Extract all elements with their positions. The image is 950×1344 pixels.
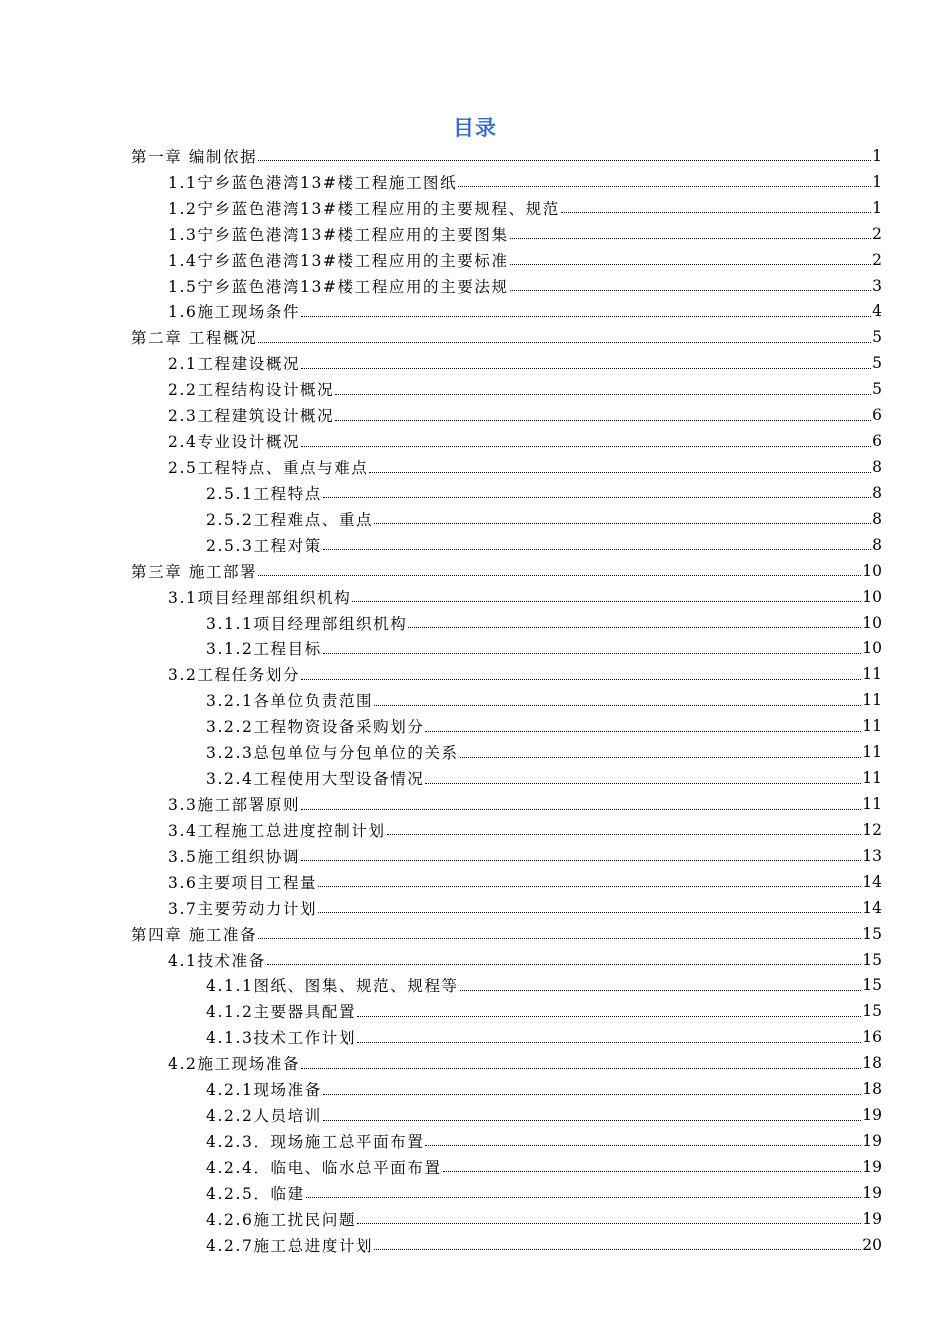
toc-page-number: 19 [862,1131,882,1150]
toc-entry[interactable] [0,428,950,454]
toc-entry-title: 第四章 施工准备 [131,925,258,944]
dot-leader [510,264,872,265]
dot-leader [323,653,861,654]
toc-entry[interactable] [0,661,950,687]
toc-entry-title: 3.2.2工程物资设备采购划分 [206,718,425,737]
toc-entry[interactable] [0,1102,950,1128]
dot-leader [318,912,861,913]
dot-leader [258,160,871,161]
dot-leader [374,1249,861,1250]
toc-page-number: 10 [862,587,882,606]
toc-entry[interactable] [0,791,950,817]
toc-entry-title: 4.2.2人员培训 [206,1107,322,1126]
toc-page-number: 1 [872,146,882,165]
table-of-contents [0,143,950,1258]
dot-leader [258,938,861,939]
dot-leader [458,186,871,187]
toc-page-number: 11 [862,665,882,684]
toc-entry[interactable] [0,1024,950,1050]
toc-entry-title: 1.5宁乡蓝色港湾13#楼工程应用的主要法规 [168,277,509,296]
toc-entry-title: 1.6施工现场条件 [168,303,301,322]
dot-leader [301,860,861,861]
toc-entry-title: 2.5.1工程特点 [206,484,322,503]
toc-entry[interactable] [0,558,950,584]
dot-leader [408,627,861,628]
toc-entry-title: 4.2.4．临电、临水总平面布置 [206,1158,442,1177]
dot-leader [374,523,871,524]
toc-page-number: 10 [862,613,882,632]
toc-page-number: 11 [862,795,882,813]
toc-page-number: 1 [872,198,882,217]
dot-leader [301,368,871,369]
toc-entry-title: 第一章 编制依据 [131,147,258,166]
dot-leader [443,1171,862,1172]
toc-entry[interactable] [0,350,950,376]
toc-title: 目录 [453,115,497,140]
toc-page-number: 5 [872,380,882,399]
dot-leader [357,1016,861,1017]
toc-entry-title: 2.5.2工程难点、重点 [206,510,374,529]
toc-entry[interactable] [0,713,950,739]
toc-page-number: 8 [872,458,882,477]
toc-entry-title: 3.1.2工程目标 [206,640,322,659]
toc-entry[interactable] [0,532,950,558]
toc-entry[interactable] [0,247,950,273]
toc-page-number: 8 [872,483,882,502]
dot-leader [258,342,871,343]
toc-entry-title: 3.1项目经理部组织机构 [168,588,352,607]
toc-page-number: 8 [872,509,882,528]
toc-entry-title: 2.1工程建设概况 [168,355,301,374]
toc-entry[interactable] [0,843,950,869]
dot-leader [425,1145,861,1146]
dot-leader [301,809,861,810]
toc-page-number: 13 [862,846,882,865]
dot-leader [301,1068,861,1069]
toc-entry-title: 3.7主要劳动力计划 [168,899,318,918]
toc-page-number: 6 [872,406,882,425]
dot-leader [323,1094,861,1095]
toc-entry[interactable] [0,143,950,169]
toc-entry-title: 2.5.3工程对策 [206,536,322,555]
toc-entry-title: 3.6主要项目工程量 [168,873,318,892]
toc-entry[interactable] [0,584,950,610]
dot-leader [510,290,872,291]
dot-leader [267,964,861,965]
toc-entry[interactable] [0,299,950,325]
dot-leader [318,886,861,887]
toc-page-number: 15 [862,976,882,995]
toc-page-number: 19 [862,1157,882,1176]
toc-page-number: 4 [872,302,882,321]
toc-page-number: 14 [862,872,882,891]
dot-leader [387,834,862,835]
toc-entry[interactable] [0,1180,950,1206]
toc-entry[interactable] [0,169,950,195]
toc-page-number: 3 [872,276,882,295]
toc-entry-title: 第三章 施工部署 [131,562,258,581]
toc-entry[interactable] [0,506,950,532]
toc-entry-title: 3.2工程任务划分 [168,666,301,685]
toc-page-number: 19 [862,1209,882,1228]
dot-leader [352,601,861,602]
toc-entry[interactable] [0,947,950,973]
toc-entry-title: 3.2.4工程使用大型设备情况 [206,770,425,789]
toc-entry-title: 4.1技术准备 [168,951,266,970]
dot-leader [301,316,871,317]
toc-entry[interactable] [0,454,950,480]
toc-page-number: 16 [862,1028,882,1047]
toc-entry-title: 1.3宁乡蓝色港湾13#楼工程应用的主要图集 [168,225,509,244]
toc-entry-title: 4.2施工现场准备 [168,1055,301,1074]
toc-page-number: 14 [862,898,882,917]
toc-entry-title: 3.1.1项目经理部组织机构 [206,614,408,633]
dot-leader [374,705,861,706]
toc-page-number: 19 [862,1106,882,1125]
dot-leader [561,212,871,213]
toc-page-number: 5 [872,328,882,347]
toc-page-number: 11 [862,717,882,736]
toc-entry-title: 1.1宁乡蓝色港湾13#楼工程施工图纸 [168,173,458,192]
toc-entry-title: 4.2.6施工扰民问题 [206,1210,357,1229]
dot-leader [301,679,861,680]
toc-page-number: 8 [872,535,882,554]
toc-entry[interactable] [0,1128,950,1154]
toc-page-number: 6 [872,432,882,451]
toc-entry[interactable] [0,402,950,428]
toc-page-number: 10 [862,561,882,580]
toc-page-number: 10 [862,639,882,658]
toc-entry[interactable] [0,324,950,350]
toc-entry-title: 1.4宁乡蓝色港湾13#楼工程应用的主要标准 [168,251,509,270]
dot-leader [425,731,861,732]
toc-entry-title: 2.3工程建筑设计概况 [168,407,335,426]
toc-entry[interactable] [0,636,950,662]
dot-leader [258,575,861,576]
toc-entry[interactable] [0,376,950,402]
toc-entry[interactable] [0,480,950,506]
dot-leader [357,1223,861,1224]
toc-entry[interactable] [0,817,950,843]
toc-entry[interactable] [0,765,950,791]
dot-leader [460,757,862,758]
toc-entry[interactable] [0,869,950,895]
dot-leader [425,783,861,784]
dot-leader [323,1120,861,1121]
toc-entry-title: 4.1.1图纸、图集、规范、规程等 [206,977,459,996]
toc-entry-title: 3.2.1各单位负责范围 [206,692,374,711]
dot-leader [301,446,871,447]
toc-page-number: 11 [862,691,882,710]
dot-leader [369,472,871,473]
toc-entry[interactable] [0,221,950,247]
toc-entry-title: 4.2.1现场准备 [206,1081,322,1100]
toc-entry-title: 4.1.2主要器具配置 [206,1003,357,1022]
toc-entry-title: 3.5施工组织协调 [168,847,301,866]
toc-entry[interactable] [0,1154,950,1180]
toc-entry-title: 4.1.3技术工作计划 [206,1029,357,1048]
toc-entry[interactable] [0,610,950,636]
dot-leader [323,549,871,550]
toc-entry-title: 1.2宁乡蓝色港湾13#楼工程应用的主要规程、规范 [168,199,560,218]
dot-leader [335,394,871,395]
toc-entry[interactable] [0,895,950,921]
toc-entry[interactable] [0,973,950,999]
dot-leader [323,497,871,498]
toc-page-number: 15 [862,1002,882,1021]
toc-entry[interactable] [0,739,950,765]
toc-page-number: 18 [862,1080,882,1099]
dot-leader [335,420,871,421]
toc-page-number: 1 [872,172,882,191]
dot-leader [460,990,862,991]
toc-entry[interactable] [0,1050,950,1076]
toc-entry-title: 4.2.5．临建 [206,1184,305,1203]
toc-page-number: 20 [862,1235,882,1254]
toc-entry[interactable] [0,687,950,713]
toc-page-number: 12 [862,820,882,839]
toc-entry[interactable] [0,273,950,299]
dot-leader [510,238,872,239]
toc-entry-title: 3.4工程施工总进度控制计划 [168,821,386,840]
toc-page-number: 2 [872,224,882,243]
toc-entry-title: 4.2.3．现场施工总平面布置 [206,1132,425,1151]
toc-entry[interactable] [0,1206,950,1232]
toc-entry[interactable] [0,998,950,1024]
toc-entry-title: 2.4专业设计概况 [168,433,301,452]
dot-leader [357,1042,861,1043]
toc-entry[interactable] [0,1232,950,1258]
toc-page-number: 11 [862,743,882,762]
toc-entry[interactable] [0,1076,950,1102]
toc-page-number: 5 [872,354,882,373]
toc-page-number: 2 [872,250,882,269]
toc-page-number: 18 [862,1054,882,1073]
toc-entry-title: 第二章 工程概况 [131,329,258,348]
toc-entry[interactable] [0,195,950,221]
toc-entry-title: 3.3施工部署原则 [168,796,301,814]
toc-page-number: 11 [862,769,882,788]
toc-entry-title: 2.2工程结构设计概况 [168,381,335,400]
toc-page-number: 15 [862,924,882,943]
dot-leader [306,1197,862,1198]
toc-entry-title: 4.2.7施工总进度计划 [206,1236,374,1255]
toc-page-number: 19 [862,1183,882,1202]
toc-page-number: 15 [862,950,882,969]
toc-entry-title: 2.5工程特点、重点与难点 [168,459,369,478]
toc-entry-title: 3.2.3总包单位与分包单位的关系 [206,744,459,763]
toc-entry[interactable] [0,921,950,947]
